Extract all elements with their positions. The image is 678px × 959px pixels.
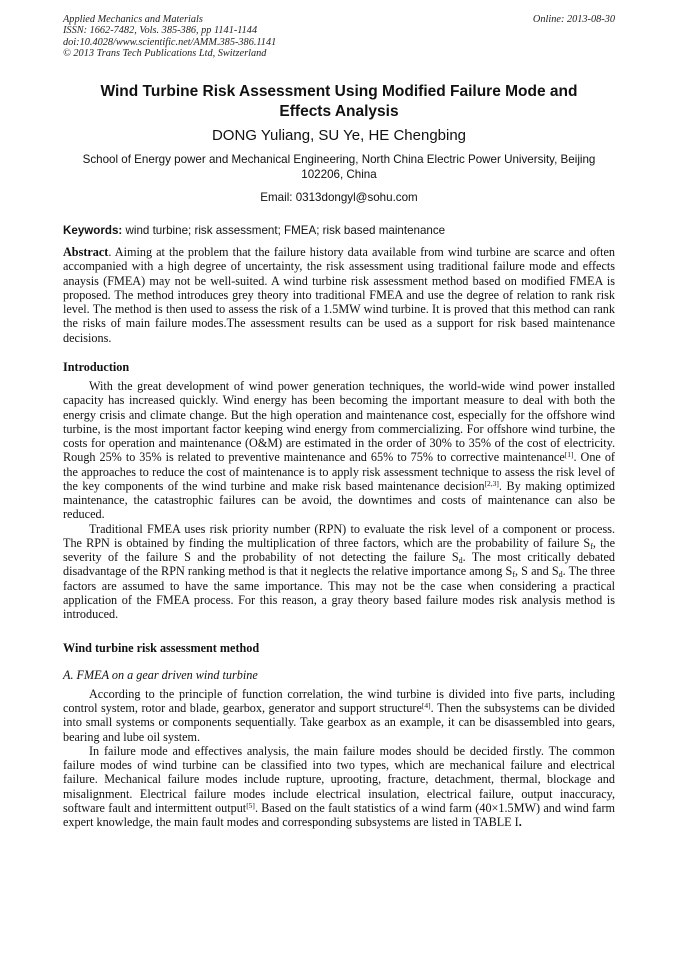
online-date: Online: 2013-08-30 (532, 14, 615, 25)
subscript: f (512, 570, 515, 580)
abstract-text: . Aiming at the problem that the failure history data available from wind turbine are scarce and often accompanied with a high degree of uncertainty, the risk assessment using traditional failure mode and effects anaysis (FMEA) may not be well-suited. A wind turbine risk assessment method based on modified FMEA is proposed. The method introduces grey theory into traditional FMEA and use the degree of relation to rank risk level. The method is then used to assess the risk of a 1.5MW wind turbine. It is proved that this method can rank the risks of main failure modes.The assessment results can be used as a support for risk based maintenance decisions. (63, 245, 615, 345)
citation: [4] (421, 701, 431, 711)
intro-paragraph-1: With the great development of wind power generation techniques, the world-wide wind power installed capacity has increased quickly. Wind energy has been becoming the important measure to deal with both the energy crisis and climate change. But the high operation and maintenance cost, especially for the offshore wind turbine, is the most important factor keeping wind energy from commercializing. For offshore wind turbine, the costs for operation and maintenance (O&M) are estimated in the order of 30% to 35% of the cost of electricity. Rough 25% to 35% is related to preventive maintenance and 65% to 75% to corrective maintenance[1]. One of the approaches to reduce the cost of maintenance is to apply risk assessment technique to assess the risk level of the key components of the wind turbine and make risk based maintenance decision[2,3]. By making optimized maintenance, the catastrophic failures can be avoid, the downtimes and costs of maintenance can also be reduced. (63, 379, 615, 522)
abstract-label: Abstract (63, 245, 109, 260)
citation: [1] (564, 450, 574, 460)
copyright-line: © 2013 Trans Tech Publications Ltd, Switzerland (63, 47, 267, 59)
subscript: d (458, 556, 463, 566)
section-heading-method: Wind turbine risk assessment method (63, 641, 260, 656)
citation: [2,3] (484, 478, 499, 488)
affiliation: School of Energy power and Mechanical Engineering, North China Electric Power University, Beijing 102206, China (82, 153, 596, 181)
issn-line: ISSN: 1662-7482, Vols. 385-386, pp 1141-1144 (63, 25, 258, 37)
paper-page (63, 14, 615, 829)
journal-header (63, 14, 615, 59)
subscript: d (558, 570, 563, 580)
citation: [5] (246, 800, 255, 810)
doi-line: doi:10.4028/www.scientific.net/AMM.385-386.1141 (63, 36, 277, 48)
keywords (63, 224, 615, 238)
keywords-label: Keywords: (63, 224, 123, 238)
paper-title: Wind Turbine Risk Assessment Using Modified Failure Mode and Effects Analysis (100, 83, 578, 120)
abstract (63, 245, 615, 345)
subsection-heading-fmea: A. FMEA on a gear driven wind turbine (63, 667, 258, 682)
section-heading-introduction: Introduction (63, 359, 130, 374)
journal-name: Applied Mechanics and Materials (63, 14, 203, 25)
subscript: f (590, 541, 593, 551)
authors: DONG Yuliang, SU Ye, HE Chengbing (211, 127, 467, 145)
intro-paragraph-2: Traditional FMEA uses risk priority number (RPN) to evaluate the risk level of a component or process. The RPN is obtained by finding the multiplication of three factors, which are the probability of failure $S_f$, the severity of the failure S and the probability of not detecting the failure $S_d$. The most critically debated disadvantage of the RPN ranking method is that it neglects the relative importance among $S_f$, S and $S_d$. The three factors are assumed to have the same importance. This may not be the case when considering a practical application of the FMEA process. For this reason, a gray theory based failure modes risk analysis method is introduced. (63, 521, 616, 622)
method-paragraph-1: According to the principle of function correlation, the wind turbine is divided into five parts, including control system, rotor and blade, gearbox, generator and support structure[4]. Then the subsystems can be divided into small systems or components sequentially. Take gearbox as an example, it can be disassembled into gears, bearing and lube oil system. (63, 686, 615, 744)
method-paragraph-2: In failure mode and effectives analysis, the main failure modes should be decided firstly. The common failure modes of wind turbine can be classified into two types, which are mechanical failure and electrical failure. Mechanical failure modes include rupture, uprooting, fracture, detachment, thermal, blockage and misalignment. Electrical failure modes include electrical insulation, electrical failure, output inaccuracy, software fault and intermittent output[5]. Based on the fault statistics of a wind farm (40×1.5MW) and wind farm expert knowledge, the main fault modes and corresponding subsystems are listed in TABLE I. (63, 743, 615, 830)
keywords-text: wind turbine; risk assessment; FMEA; risk based maintenance (122, 224, 446, 238)
email: Email: 0313dongyl@sohu.com (260, 191, 418, 205)
